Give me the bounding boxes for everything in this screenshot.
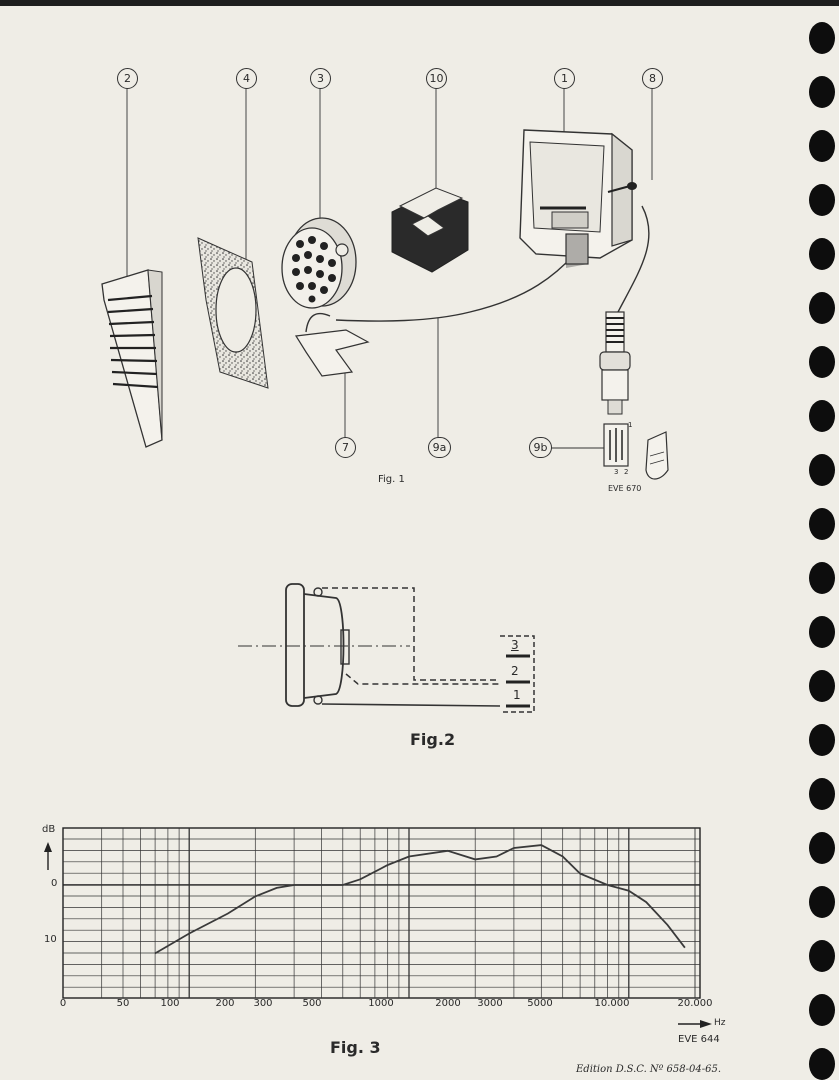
fig3-model: EVE 644 (678, 1034, 720, 1045)
callout-9b: 9b (529, 437, 552, 458)
fig3-frame (63, 828, 700, 998)
callout-10: 10 (426, 68, 447, 89)
fig3-x-tick: 100 (160, 998, 180, 1009)
housing-part (520, 130, 632, 268)
callout-9a: 9a (428, 437, 451, 458)
gasket-part (198, 238, 268, 388)
frequency-response-curve (155, 845, 685, 953)
bracket-part (296, 314, 368, 376)
fig3-x-tick: 200 (215, 998, 235, 1009)
edition-footer: Edition D.S.C. Nº 658-04-65. (576, 1064, 722, 1075)
fig3-y-tick: 10 (44, 934, 57, 945)
fig3-grid (63, 828, 700, 998)
grille-part (102, 270, 162, 447)
callout-7: 7 (335, 437, 356, 458)
fig3-x-unit: Hz (714, 1018, 726, 1028)
foam-block-part (392, 188, 468, 272)
fig1-connector-model: EVE 670 (608, 484, 642, 493)
microphone-capsule (282, 218, 356, 308)
callout-3: 3 (310, 68, 331, 89)
fig3-x-tick: 3000 (477, 998, 503, 1009)
fig3-x-tick: 300 (253, 998, 273, 1009)
terminal-1-label: 1 (513, 688, 521, 702)
fig2-caption: Fig.2 (410, 730, 456, 749)
callout-8: 8 (642, 68, 663, 89)
callout-4: 4 (236, 68, 257, 89)
fig3-x-tick: 20.000 (677, 998, 713, 1009)
fig3-x-tick: 500 (302, 998, 322, 1009)
fig3-x-tick: 5000 (527, 998, 553, 1009)
terminal-3-label: 3 (511, 638, 519, 652)
callout-2: 2 (117, 68, 138, 89)
fig3-caption: Fig. 3 (330, 1038, 381, 1057)
pin-label: 1 (628, 421, 633, 429)
fig3-x-tick: 0 (59, 998, 67, 1009)
callout-1: 1 (554, 68, 575, 89)
fig3-x-tick: 50 (116, 998, 130, 1009)
fig3-y-axis-label: dB (42, 824, 56, 835)
terminal-2-label: 2 (511, 664, 519, 678)
fig3-x-tick: 10.000 (594, 998, 630, 1009)
fig3-x-tick: 2000 (435, 998, 461, 1009)
fig3-y-tick: 0 (51, 878, 58, 889)
fig2-schematic (238, 584, 534, 712)
fig1-caption: Fig. 1 (378, 474, 405, 485)
connector-plug (600, 312, 668, 479)
pin-label: 3 (614, 468, 619, 476)
fig3-x-tick: 1000 (368, 998, 394, 1009)
pin-label: 2 (624, 468, 629, 476)
